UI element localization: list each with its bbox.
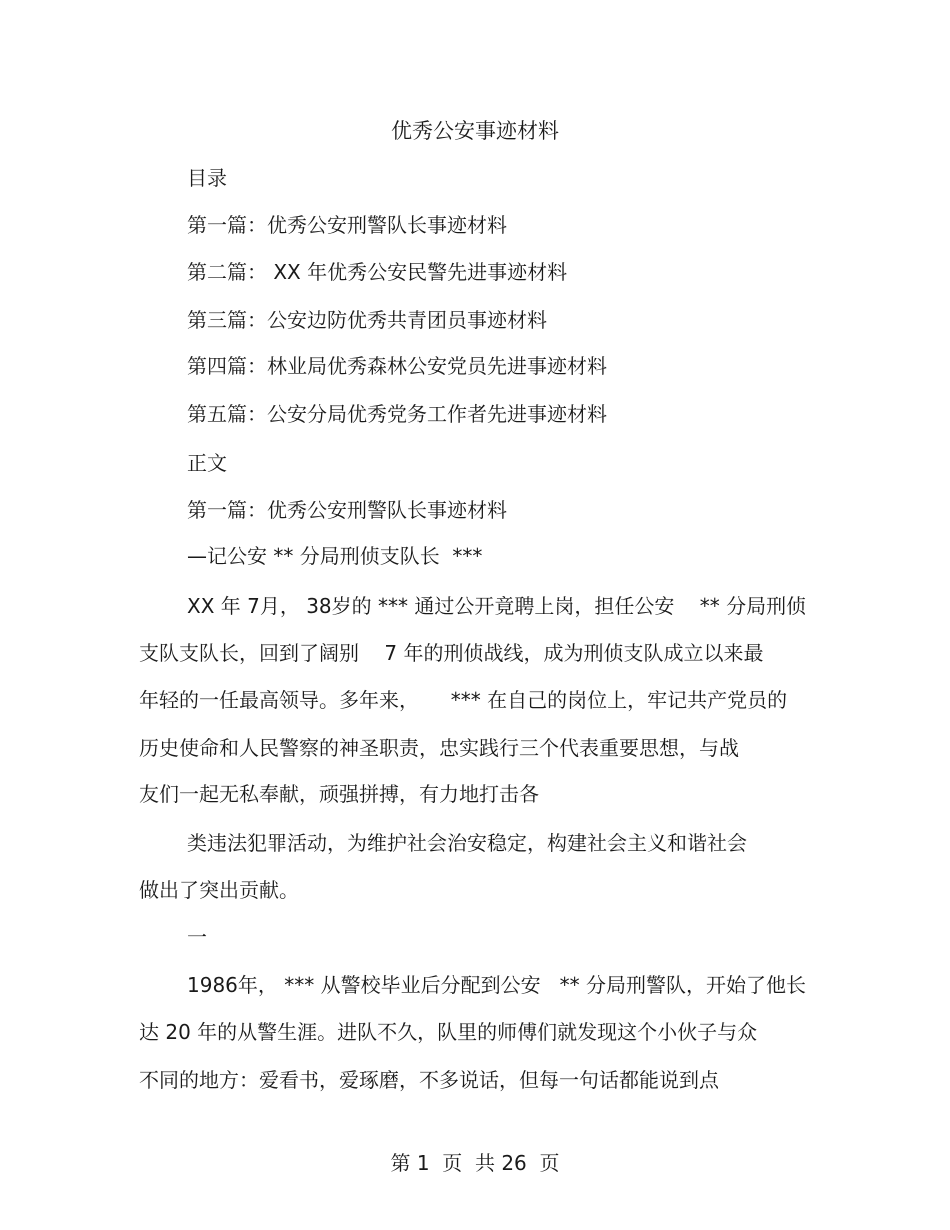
paragraph-1-line: 年轻的一任最高领导。多年来， *** 在自己的岗位上，牢记共产党员的 xyxy=(139,688,788,712)
document-title: 优秀公安事迹材料 xyxy=(391,119,559,143)
paragraph-1-line: 支队支队长，回到了阔别 7 年的刑侦战线，成为刑侦支队成立以来最 xyxy=(139,641,764,665)
paragraph-3-line: 达 20 年的从警生涯。进队不久，队里的师傅们就发现这个小伙子与众 xyxy=(139,1020,758,1044)
paragraph-1-line: XX 年 7月， 38岁的 *** 通过公开竟聘上岗，担任公安 ** 分局刑侦 xyxy=(187,594,807,618)
toc-item-2: 第二篇： XX 年优秀公安民警先进事迹材料 xyxy=(187,260,568,284)
section-mark: 一 xyxy=(187,925,207,949)
toc-item-3: 第三篇：公安边防优秀共青团员事迹材料 xyxy=(187,308,547,332)
toc-item-4: 第四篇：林业局优秀森林公安党员先进事迹材料 xyxy=(187,354,607,378)
paragraph-3-line: 1986年， *** 从警校毕业后分配到公安 ** 分局刑警队，开始了他长 xyxy=(187,973,807,997)
toc-item-1: 第一篇：优秀公安刑警队长事迹材料 xyxy=(187,213,507,237)
paragraph-1-line: 友们一起无私奉献，顽强拼搏，有力地打击各 xyxy=(139,782,539,806)
paragraph-3-line: 不同的地方：爱看书，爱琢磨，不多说话，但每一句话都能说到点 xyxy=(139,1068,719,1092)
paragraph-2-line: 做出了突出贡献。 xyxy=(139,878,299,902)
paragraph-1-line: 历史使命和人民警察的神圣职责，忠实践行三个代表重要思想，与战 xyxy=(139,736,739,760)
body-heading: 正文 xyxy=(187,451,227,475)
toc-item-5: 第五篇：公安分局优秀党务工作者先进事迹材料 xyxy=(187,402,607,426)
article-subtitle: —记公安 ** 分局刑侦支队长 *** xyxy=(187,544,483,568)
page-footer: 第 1 页 共 26 页 xyxy=(390,1151,560,1175)
paragraph-2-line: 类违法犯罪活动，为维护社会治安稳定，构建社会主义和谐社会 xyxy=(187,831,747,855)
article-title: 第一篇：优秀公安刑警队长事迹材料 xyxy=(187,498,507,522)
toc-heading: 目录 xyxy=(187,166,227,190)
